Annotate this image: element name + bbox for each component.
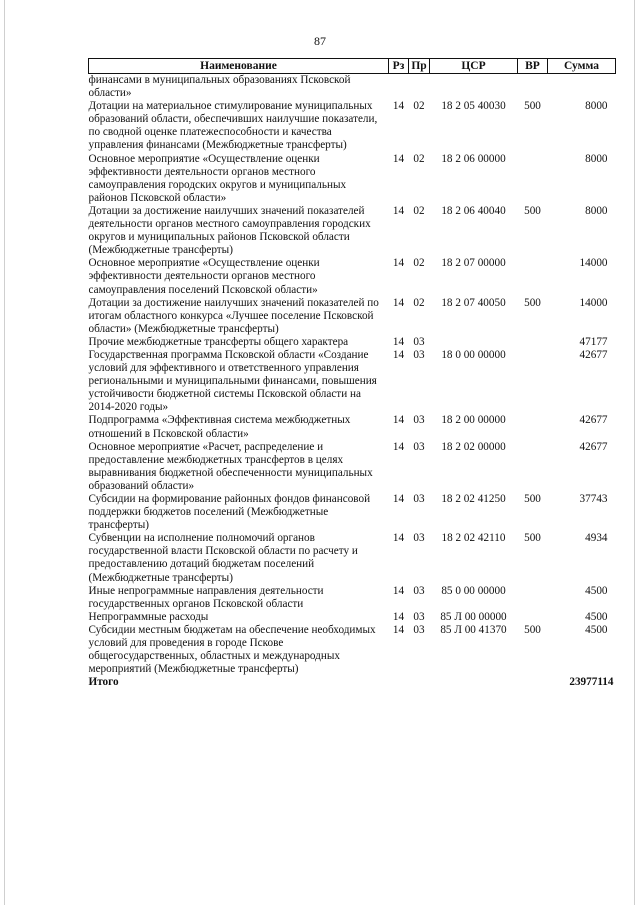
cell-rz: 14: [392, 584, 405, 597]
cell-pr: 02: [413, 257, 425, 270]
cell-pr: 02: [413, 296, 425, 309]
table-row: [89, 414, 616, 440]
cell-pr: 02: [413, 100, 425, 113]
cell-rz: 14: [392, 414, 405, 427]
cell-rz: 14: [392, 152, 405, 165]
cell-vr: 500: [524, 100, 541, 113]
cell-vr: 500: [524, 532, 541, 545]
cell-sum: 14000: [579, 296, 608, 309]
cell-pr: 02: [413, 204, 425, 217]
cell-sum: 37743: [579, 493, 608, 505]
cell-vr: [518, 414, 548, 440]
cell-pr: 03: [413, 610, 425, 623]
cell-name: Иные непрограммные направления деятельности государственных органов Псковской области: [88, 584, 324, 610]
cell-name: финансами в муниципальных образованиях Псковской области»: [88, 74, 351, 100]
cell-csr: [430, 336, 518, 349]
cell-pr: 03: [413, 623, 425, 636]
cell-csr: 18 2 06 40040: [441, 204, 506, 217]
cell-sum: 4500: [585, 610, 608, 623]
table-row: [89, 100, 616, 152]
cell-csr: 85 Л 00 00000: [440, 610, 507, 623]
cell-name: Подпрограмма «Эффективная система межбюджетных отношений в Псковской области»: [88, 414, 351, 440]
cell-pr: 03: [413, 493, 425, 505]
cell-pr: 03: [413, 440, 425, 453]
cell-rz: 14: [392, 532, 405, 545]
cell-csr: 18 2 00 00000: [441, 414, 506, 427]
page-number: 87: [314, 34, 326, 48]
cell-pr: 03: [413, 584, 425, 597]
table-row: [89, 441, 616, 493]
header-rz: Рз: [389, 59, 409, 74]
cell-pr: 03: [413, 348, 425, 361]
cell-csr: 85 Л 00 41370: [440, 623, 507, 636]
cell-name: Субвенции на исполнение полномочий органов государственной власти Псковской области по расчету и предоставлению дотаций бюджетам поселений (Межбюджетные трансферты): [88, 532, 358, 584]
cell-name: Основное мероприятие «Расчет, распределение и предоставление межбюджетных трансфертов в целях выравнивания бюджетной обеспеченности муниципальных образований области»: [88, 440, 373, 492]
table-row: [89, 585, 616, 611]
cell-sum: 4500: [585, 584, 608, 597]
cell-sum: 14000: [579, 257, 608, 270]
cell-sum: 47177: [579, 335, 608, 348]
cell-name: Основное мероприятие «Осуществление оценки эффективности деятельности органов местного самоуправления городских округов и муниципальных районов Псковской области»: [88, 152, 347, 204]
cell-vr: [518, 153, 548, 205]
cell-vr: [518, 336, 548, 349]
table-row: [89, 493, 616, 532]
cell-rz: 14: [392, 204, 405, 217]
cell-vr: [518, 585, 548, 611]
cell-rz: [389, 74, 409, 101]
table-row: [89, 74, 616, 101]
cell-sum: 42677: [579, 348, 608, 361]
cell-pr: 03: [413, 335, 425, 348]
table-row: [89, 205, 616, 257]
cell-sum: 42677: [579, 440, 608, 453]
cell-rz: 14: [392, 623, 405, 636]
table-row: [89, 611, 616, 624]
cell-name: Субсидии на формирование районных фондов финансовой поддержки бюджетов поселений (Межбюджетные трансферты): [88, 493, 371, 532]
cell-rz: 14: [392, 348, 405, 361]
table-row: [89, 257, 616, 296]
cell-vr: [518, 611, 548, 624]
cell-csr: 18 2 02 42110: [441, 532, 506, 545]
cell-rz: 14: [392, 493, 405, 505]
header-pr: Пр: [409, 59, 430, 74]
cell-rz: 14: [392, 257, 405, 270]
cell-name: Основное мероприятие «Осуществление оценки эффективности деятельности органов местного самоуправления поселений Псковской области»: [88, 257, 320, 296]
cell-pr: 03: [413, 414, 425, 427]
budget-table: [88, 58, 616, 689]
cell-name: Дотации за достижение наилучших значений показателей деятельности органов местного самоуправления городских округов и муниципальных районов Псковской области (Межбюджетные трансферты): [88, 204, 371, 257]
cell-vr: [518, 349, 548, 414]
cell-csr: 18 2 05 40030: [441, 100, 506, 113]
cell-csr: 18 2 06 00000: [441, 152, 506, 165]
table-row: [89, 297, 616, 336]
cell-name: Дотации за достижение наилучших значений показателей по итогам областного конкурса «Лучшее поселение Псковской области» (Межбюджетные трансферты): [88, 296, 379, 335]
header-csr: ЦСР: [430, 59, 518, 74]
cell-sum: [548, 74, 616, 101]
cell-csr: 18 2 07 40050: [441, 296, 506, 309]
cell-vr: 500: [524, 623, 541, 636]
total-sum: 23977114: [569, 676, 614, 689]
cell-rz: 14: [392, 335, 405, 348]
left-scan-edge: [4, 0, 5, 905]
cell-pr: [409, 74, 430, 101]
cell-sum: 42677: [579, 414, 608, 427]
cell-name: Непрограммные расходы: [88, 610, 209, 623]
cell-vr: [518, 441, 548, 493]
table-row: [89, 624, 616, 676]
cell-csr: 18 0 00 00000: [441, 348, 506, 361]
right-scan-edge: [634, 0, 635, 905]
cell-sum: 4934: [585, 532, 608, 545]
cell-rz: 14: [392, 610, 405, 623]
cell-csr: 85 0 00 00000: [441, 584, 506, 597]
table-body: [89, 74, 616, 690]
cell-sum: 8000: [585, 204, 608, 217]
cell-csr: 18 2 02 00000: [441, 440, 506, 453]
cell-vr: 500: [524, 204, 541, 217]
cell-vr: [518, 257, 548, 296]
table-row: [89, 336, 616, 349]
cell-csr: 18 2 02 41250: [441, 493, 506, 505]
header-name: Наименование: [89, 59, 389, 74]
table-row: [89, 532, 616, 584]
cell-vr: 500: [524, 296, 541, 309]
cell-vr: 500: [524, 493, 541, 505]
total-row: [89, 676, 616, 689]
cell-sum: 4500: [585, 623, 608, 636]
table-row: [89, 349, 616, 414]
table-header-row: [89, 59, 616, 74]
cell-rz: 14: [392, 440, 405, 453]
cell-vr: [518, 74, 548, 101]
table-row: [89, 153, 616, 205]
cell-pr: 03: [413, 532, 425, 545]
header-vr: ВР: [518, 59, 548, 74]
cell-rz: 14: [392, 296, 405, 309]
header-sum: Сумма: [548, 59, 616, 74]
cell-name: Субсидии местным бюджетам на обеспечение необходимых условий для проведения в городе Пскове общегосударственных, областных и международных мероприятий (Межбюджетные трансферты): [88, 623, 376, 676]
total-label: Итого: [88, 676, 119, 689]
cell-rz: 14: [392, 100, 405, 113]
cell-csr: 18 2 07 00000: [441, 257, 506, 270]
cell-pr: 02: [413, 152, 425, 165]
cell-sum: 8000: [585, 152, 608, 165]
cell-name: Государственная программа Псковской области «Создание условий для эффективного и ответственного управления региональными и муниципальными финансами, повышения устойчивости бюджетной системы Псковской области на 2014-2020 годы»: [88, 348, 377, 414]
cell-name: Прочие межбюджетные трансферты общего характера: [88, 335, 349, 348]
cell-sum: 8000: [585, 100, 608, 113]
cell-csr: [430, 74, 518, 101]
cell-name: Дотации на материальное стимулирование муниципальных образований области, обеспечивших наилучшие показатели, по сводной оценке платежеспособности и качества управления финансами (Межбюджетные трансферты): [88, 100, 378, 152]
